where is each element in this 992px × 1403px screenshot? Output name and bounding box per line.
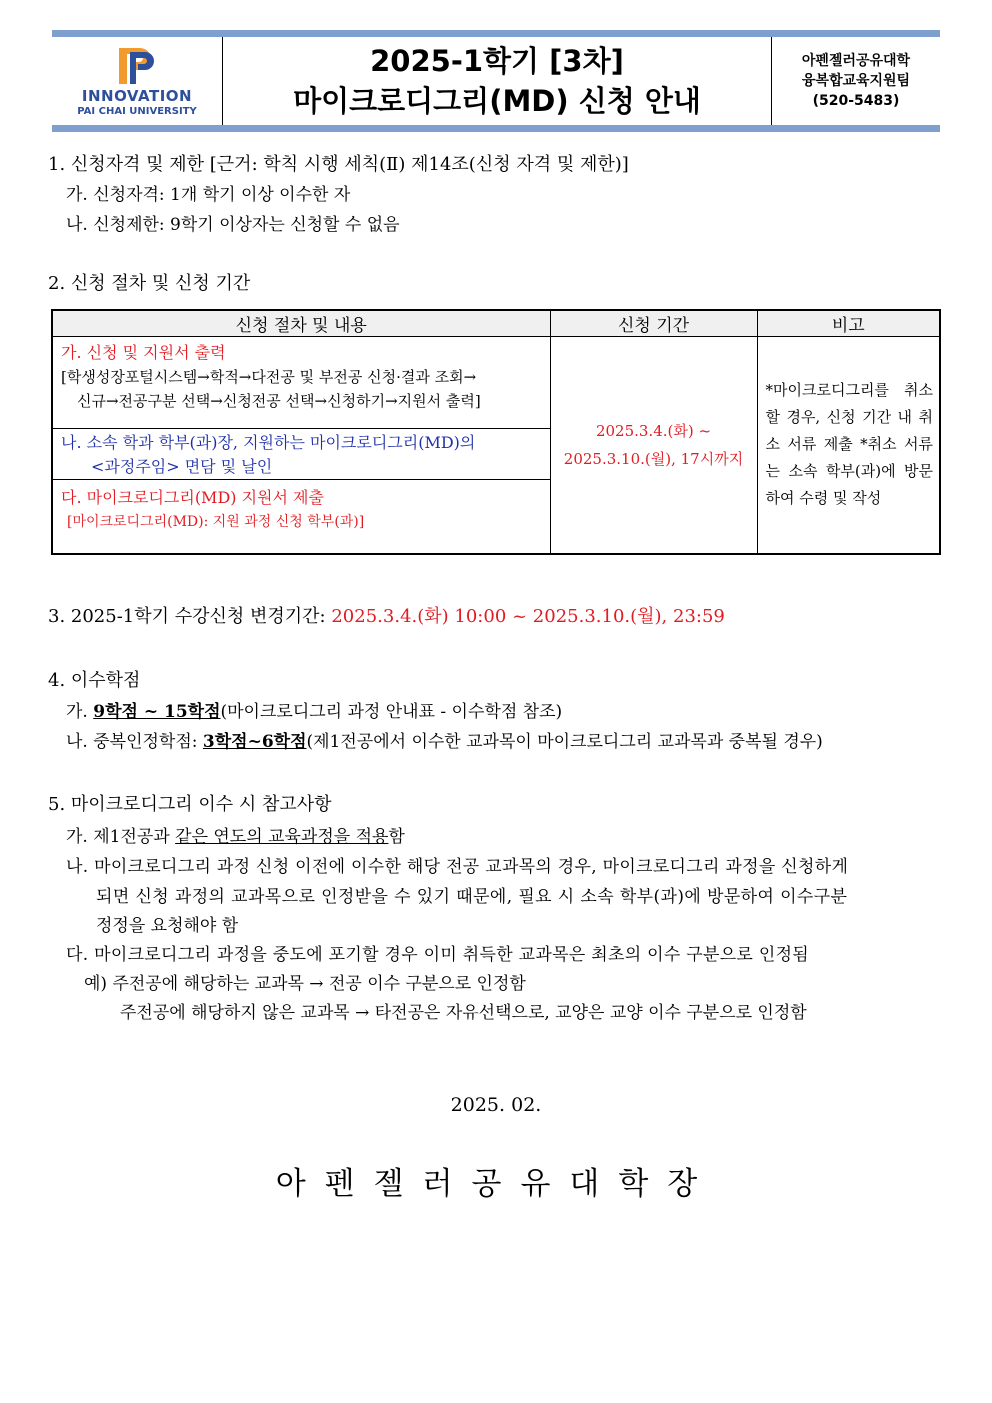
section-1-item-a: 가. 신청자격: 1개 학기 이상 이수한 자 xyxy=(66,185,351,205)
section-5-item-a xyxy=(66,826,405,848)
table-header-procedure: 신청 절차 및 내용 xyxy=(52,310,550,337)
procedure-step-b xyxy=(52,429,550,480)
section-5-example-2: 주전공에 해당하지 않은 교과목 → 타전공은 자유선택으로, 교양은 교양 이수 구분으로 인정함 xyxy=(120,1003,807,1023)
section-5-item-b-line1: 나. 마이크로디그리 과정 신청 이전에 이수한 해당 전공 교과목의 경우, 마이크로디그리 과정을 신청하게 xyxy=(66,857,849,877)
document-header xyxy=(52,30,940,132)
step-a-title: 가. 신청 및 지원서 출력 xyxy=(61,343,226,362)
section-5-item-b-line2: 되면 신청 과정의 교과목으로 인정받을 수 있기 때문에, 필요 시 소속 학부(과)에 방문하여 이수구분 xyxy=(96,887,848,907)
procedure-step-a xyxy=(52,337,550,429)
section-3-heading: 3. 2025-1학기 수강신청 변경기간: xyxy=(48,606,332,627)
procedure-table xyxy=(51,309,941,555)
issuer-signature: 아펜젤러공유대학장 xyxy=(275,1166,717,1202)
organization-info xyxy=(772,37,940,125)
logo-text-innovation: INNOVATION xyxy=(81,87,193,105)
section-4-item-a xyxy=(66,701,562,723)
section-5-item-c-line1: 다. 마이크로디그리 과정을 중도에 포기할 경우 이미 취득한 교과목은 최초의 이수 구분으로 인정됨 xyxy=(66,945,810,965)
period-start: 2025.3.4.(화) ~ xyxy=(595,421,712,440)
logo-text-university: PAI CHAI UNIVERSITY xyxy=(77,106,197,117)
item-a-prefix: 가. 제1전공과 xyxy=(66,827,176,847)
section-4-heading: 4. 이수학점 xyxy=(48,670,141,691)
overlap-credit: 3학점~6학점 xyxy=(202,732,307,752)
item-b-prefix: 나. 중복인정학점: xyxy=(66,732,203,752)
header-bottom-bar xyxy=(52,125,940,132)
section-1-heading: 1. 신청자격 및 제한 [근거: 학칙 시행 세칙(Ⅱ) 제14조(신청 자격 및 제한)] xyxy=(48,154,629,175)
title-line-1: 2025-1학기 [3차] xyxy=(370,44,624,78)
step-b-line2: <과정주임> 면담 및 날인 xyxy=(91,457,273,476)
step-a-path-line2: 신규→전공구분 선택→신청전공 선택→신청하기→지원서 출력] xyxy=(77,392,481,410)
step-c-title: 다. 마이크로디그리(MD) 지원서 제출 xyxy=(61,488,324,507)
section-1-item-b: 나. 신청제한: 9학기 이상자는 신청할 수 없음 xyxy=(66,215,400,235)
pai-chai-logo-icon xyxy=(116,46,156,86)
title-line-2: 마이크로디그리(MD) 신청 안내 xyxy=(293,84,701,118)
item-a-suffix: 함 xyxy=(388,827,405,847)
section-5-heading: 5. 마이크로디그리 이수 시 참고사항 xyxy=(48,794,332,815)
step-c-sub: [마이크로디그리(MD): 지원 과정 신청 학부(과)] xyxy=(67,514,365,530)
step-b-line1: 나. 소속 학과 학부(과)장, 지원하는 마이크로디그리(MD)의 xyxy=(61,433,476,452)
remarks-note: *마이크로디그리를 취소할 경우, 신청 기간 내 취소 서류 제출 *취소 서류는 소속 학부(과)에 방문하여 수령 및 작성 xyxy=(757,337,940,554)
section-2-heading: 2. 신청 절차 및 신청 기간 xyxy=(48,273,251,294)
org-name: 아펜젤러공유대학 xyxy=(801,53,911,69)
table-header-remarks: 비고 xyxy=(757,310,940,337)
section-3-period: 2025.3.4.(화) 10:00 ~ 2025.3.10.(월), 23:59 xyxy=(331,606,725,627)
section-5-example-1: 예) 주전공에 해당하는 교과목 → 전공 이수 구분으로 인정함 xyxy=(84,974,526,994)
procedure-step-c xyxy=(52,480,550,554)
item-b-rest: (제1전공에서 이수한 교과목이 마이크로디그리 교과목과 중복될 경우) xyxy=(306,732,823,752)
university-logo xyxy=(52,37,223,125)
period-end: 2025.3.10.(월), 17시까지 xyxy=(563,449,744,468)
application-period xyxy=(550,337,757,554)
section-3 xyxy=(48,606,725,628)
header-top-bar xyxy=(52,30,940,37)
section-5-item-b-line3: 정정을 요청해야 함 xyxy=(96,916,239,936)
step-a-path-line1: [학생성장포털시스템→학적→다전공 및 부전공 신청·결과 조회→ xyxy=(61,368,477,386)
section-4-item-b xyxy=(66,731,823,753)
item-a-prefix: 가. xyxy=(66,702,94,722)
curriculum-rule: 같은 연도의 교육과정을 적용 xyxy=(175,827,389,847)
document-date: 2025. 02. xyxy=(450,1094,542,1116)
org-team: 융복합교육지원팀 xyxy=(801,73,911,89)
org-phone: (520-5483) xyxy=(812,93,900,109)
item-a-rest: (마이크로디그리 과정 안내표 - 이수학점 참조) xyxy=(220,702,563,722)
table-header-period: 신청 기간 xyxy=(550,310,757,337)
document-title xyxy=(223,37,772,125)
credit-range: 9학점 ~ 15학점 xyxy=(93,702,221,722)
